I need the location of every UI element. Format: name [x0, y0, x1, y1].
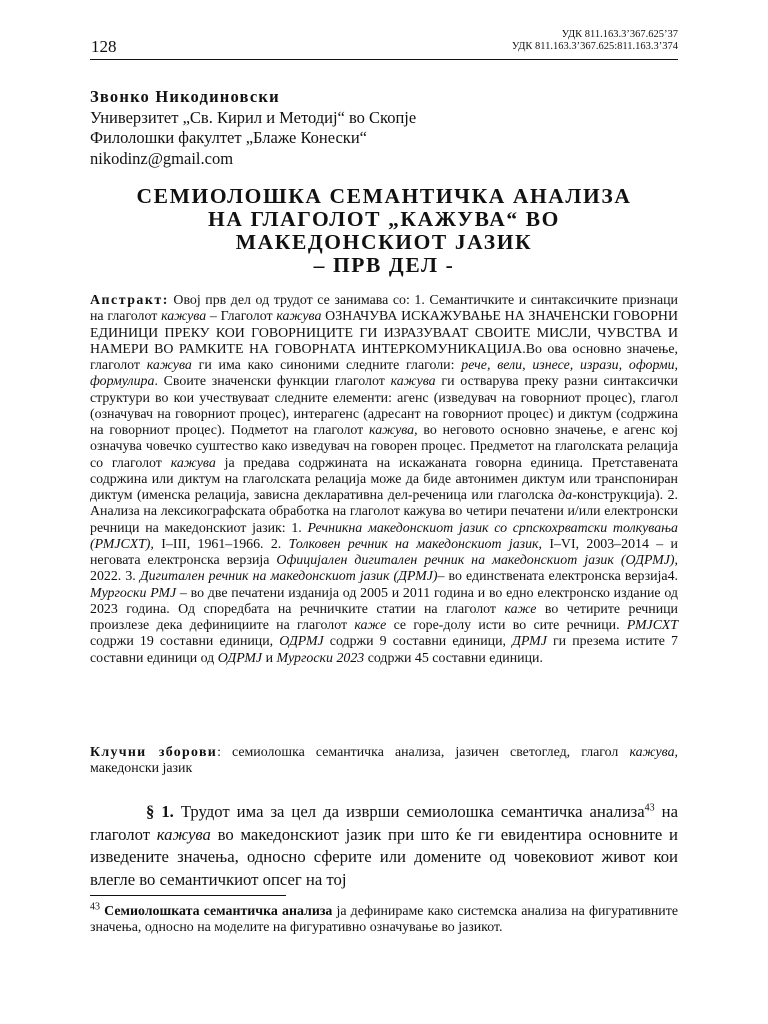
udk-line-1: УДК 811.163.3’367.625’37: [561, 29, 678, 40]
abstract-text: ги презема истите 7 составни единици од: [90, 634, 678, 666]
abstract-italic: да: [558, 488, 573, 503]
abstract-italic: кажува: [276, 309, 322, 325]
abstract-text: ги остварува преку разни синтаксички структури во кои учествуваат следните елементи: агенс (изведувач на говорниот процес), глагол (означувач на говорниот процес), интерагенс (адресант на говорниот процес) и диктум (содржина на говорниот процес). Подметот на глаголот: [90, 374, 678, 438]
abstract-text: ја предава содржината на искажаната говорна единица. Претставената содржина или диктум на глаголската релација може да биде автонимен диктум или транспониран диктум (именска релација, зависна декларативна дел-реченица или глаголска: [90, 455, 679, 503]
title-line-2: НА ГЛАГОЛОТ „КАЖУВА“ ВО: [208, 207, 560, 231]
abstract-text: содржи 9 составни единици,: [323, 634, 513, 650]
footnote-rule: [90, 895, 286, 896]
abstract-italic: каже: [504, 601, 537, 617]
abstract-italic: Мургоски РМЈ: [90, 585, 177, 601]
abstract-text: и: [262, 650, 277, 666]
abstract-italic: ОДРМЈ: [279, 634, 324, 650]
abstract-text: – Глаголот: [206, 309, 277, 325]
paper-title: [90, 185, 678, 277]
author-block: [90, 87, 416, 169]
section-text: на глаголот: [90, 802, 678, 844]
keywords-label: Клучни зборови: [90, 745, 218, 760]
udk-codes: [512, 29, 678, 53]
abstract-text: I–VI, 2003–2014 – и неговата електронска верзија: [90, 536, 678, 568]
section-mark: § 1.: [146, 802, 174, 821]
abstract-italic: Толковен речник на македонскиот јазик,: [288, 536, 542, 552]
keywords: [90, 745, 678, 778]
section-text: Трудот има за цел да изврши семиолошка семантичка анализа: [173, 802, 645, 821]
abstract-text: содржи 45 составни единици.: [364, 650, 543, 666]
author-name: Звонко Никодиновски: [90, 87, 280, 106]
abstract-text: , 2022. 3.: [90, 553, 678, 585]
abstract-text: ги има како синоними следните глаголи:: [191, 358, 462, 373]
keywords-text: македонски јазик: [90, 761, 193, 777]
abstract-italic: ОДРМЈ: [217, 650, 263, 666]
abstract-text: – во две печатени изданија од 2005 и 2011 година и во едно електронско издание од 2023 година. Од споредбата на речничките статии на глаголот: [90, 585, 678, 617]
abstract-text: Овој прв дел од трудот се занимава со: 1. Семантичките и синтаксичките признаци на глаголот: [90, 293, 678, 325]
abstract-italic: кажува: [369, 423, 415, 438]
abstract-italic: Мургоски 2023: [276, 650, 365, 666]
abstract-italic: кажува: [390, 374, 436, 390]
abstract-text: во четирите речници произлезе дека дефинициите на глаголот: [90, 601, 678, 633]
abstract-text: . Своите значенски функции глаголот: [154, 374, 391, 390]
section-text: во македонскиот јазик при што ќе ги евидентира основните и изведените значења, односно сферите или домените од човековиот живот кои влегле во семантичкиот опсег на тој: [90, 824, 678, 889]
footnote-43: [90, 901, 678, 937]
title-line-1: СЕМИОЛОШКА СЕМАНТИЧКА АНАЛИЗА: [136, 184, 632, 208]
title-line-3: МАКЕДОНСКИОТ ЈАЗИК: [235, 230, 533, 254]
abstract-italic: кажува: [146, 358, 192, 373]
footnote-term: Семиолошката семантичка анализа: [104, 904, 333, 919]
abstract-text: -конструкција). 2. Анализа на лексикографската обработка на глаголот кажува во четири печатени и/или електронски речници на македонскиот јазик: 1.: [90, 488, 678, 536]
udk-line-2: УДК 811.163.3’367.625:811.163.3’374: [511, 41, 678, 52]
abstract: [90, 293, 678, 667]
abstract-italic: Официјален дигитален речник на македонскиот јазик (ОДРМЈ): [276, 553, 675, 568]
affiliation-faculty: Филолошки факултет „Блаже Конески“: [90, 128, 367, 147]
abstract-text: – во единствената електронска верзија4.: [437, 569, 678, 585]
abstract-text: се горе-долу исти во сите речници.: [386, 618, 627, 633]
page-number: 128: [91, 37, 117, 56]
footnote-number: 43: [90, 901, 100, 913]
abstract-italic: Речникна македонскиот јазик со српскохрватски толкувања (РМЈСХТ),: [90, 520, 679, 552]
section-italic: кажува: [156, 824, 211, 844]
abstract-text: содржи 19 составни единици,: [90, 634, 280, 650]
abstract-italic: рече, вели, изнесе, изрази, оформи, формулира: [90, 358, 678, 390]
author-email: nikodinz@gmail.com: [90, 148, 234, 168]
abstract-italic: каже: [354, 618, 387, 633]
keywords-italic: кажува,: [629, 745, 678, 760]
abstract-italic: Дигитален речник на македонскиот јазик (ДРМЈ): [139, 569, 438, 585]
abstract-text: , во неговото основно значење, е агенс кој означува човечко суштество како изведувач на говорен процес. Предметот на глаголската релација со глаголот: [90, 423, 678, 471]
abstract-italic: РМЈСХТ: [626, 618, 678, 633]
footnote-ref[interactable]: 43: [644, 802, 655, 814]
section-1-paragraph: [90, 801, 678, 891]
abstract-italic: кажува: [170, 455, 216, 471]
abstract-text: ОЗНАЧУВА ИСКАЖУВАЊЕ НА ЗНАЧЕНСКИ ГОВОРНИ ЕДИНИЦИ ПРЕКУ КОИ ГОВОРНИЦИТЕ ГИ ИЗРАЗУВААТ СВОИТЕ МИСЛИ, ЧУВСТВА И НАМЕРИ ВО РАМКИТЕ НА ГОВОРНАТА ИНТЕРКОМУНИКАЦИЈА.Во ова основно значење, глаголот: [90, 309, 678, 373]
keywords-text: : семиолошка семантичка анализа, јазичен светоглед, глагол: [217, 745, 630, 760]
footnote-text: ја дефинираме како системска анализа на фигуративните значења, односно на моделите на фигуративно означување во јазикот.: [90, 904, 678, 936]
header-rule: [90, 59, 678, 60]
abstract-italic: кажува: [161, 309, 207, 325]
title-line-4: – ПРВ ДЕЛ -: [313, 253, 455, 277]
abstract-text: I–III, 1961–1966. 2.: [153, 536, 289, 552]
abstract-italic: ДРМЈ: [512, 634, 547, 650]
abstract-label: Апстракт:: [90, 293, 169, 308]
affiliation-university: Универзитет „Св. Кирил и Методиј“ во Скопје: [90, 107, 417, 127]
